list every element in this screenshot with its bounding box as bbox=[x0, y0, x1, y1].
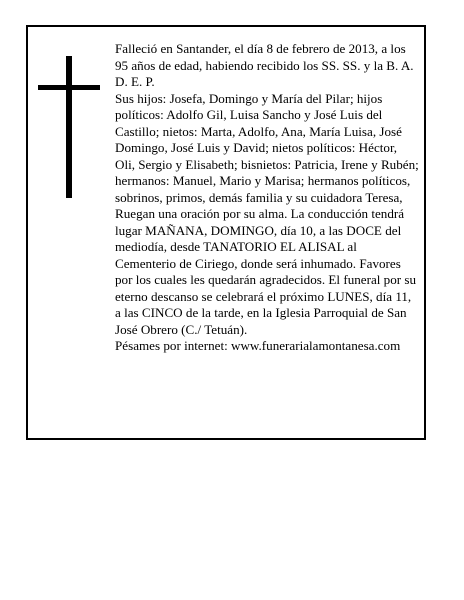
funeral-details: Ruegan una oración por su alma. La conducción tendrá lugar MAÑANA, DOMINGO, día 10, a las DOCE del mediodía, desde TANATORIO EL ALISAL al Cementerio de Ciriego, donde será inhumado. Favores por los cuales les quedarán agradecidos. El funeral por su eterno descanso se celebrará el próximo LUNES, día 11, a las CINCO de la tarde, en la Iglesia Parroquial de San José Obrero (C./ Tetuán). bbox=[115, 206, 417, 337]
condolences-line: Pésames por internet: www.funerarialamontanesa.com bbox=[115, 338, 401, 353]
obituary-notice bbox=[26, 25, 426, 440]
death-announcement: Falleció en Santander, el día 8 de febrero de 2013, a los 95 años de edad, habiendo recibido los SS. SS. y la B. A. bbox=[115, 41, 414, 73]
family-list: Sus hijos: Josefa, Domingo y María del Pilar; hijos políticos: Adolfo Gil, Luisa Sancho y José Luis del Castillo; nietos: Marta, Adolfo, Ana, María Luisa, José Domingo, José Luis y David; nietos políticos: Héctor, Oli, Sergio y Elisabeth; bisnietos: Patricia, Irene y Rubén; hermanos: Manuel, Mario y Marisa; hermanos políticos, sobrinos, primos, demás familia y su cuidadora Teresa, bbox=[115, 90, 419, 205]
rip-line: D. E. P. bbox=[115, 74, 155, 89]
cross-horizontal-bar bbox=[38, 85, 100, 90]
cross-vertical-bar bbox=[66, 56, 72, 198]
obituary-text bbox=[115, 41, 420, 355]
